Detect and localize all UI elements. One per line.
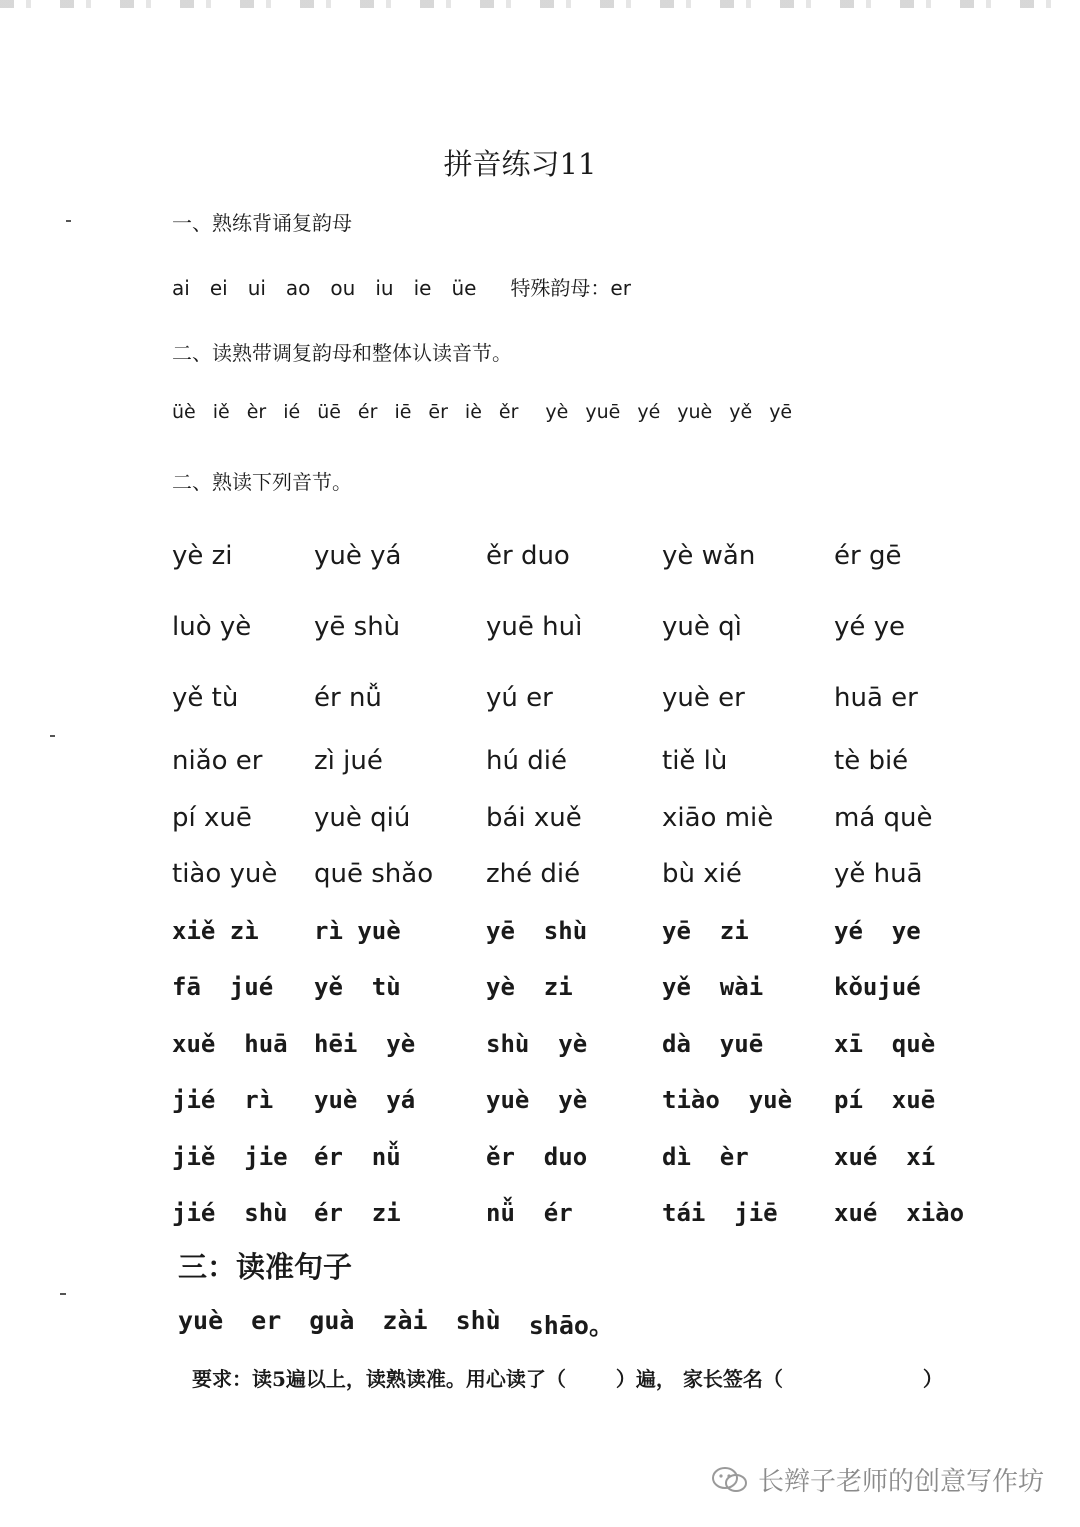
toned-item: yě <box>729 401 753 423</box>
syllable-cell: xué xí <box>834 1142 936 1171</box>
final-item: ie <box>413 276 432 300</box>
syllable-cell: tiào yuè <box>662 1086 793 1115</box>
syllable-cell: xī què <box>834 1029 936 1058</box>
syllable-cell: xué xiào <box>834 1199 965 1228</box>
syllable-cell: ér zi <box>314 1199 401 1228</box>
syllable-cell: jié rì <box>172 1086 274 1115</box>
final-item: iu <box>375 276 394 300</box>
syllable-cell: pí xuē <box>172 802 252 833</box>
syllable-cell: yē shù <box>486 916 588 945</box>
syllable-cell: yuè qiú <box>314 802 411 833</box>
syllable-cell: yé ye <box>834 611 906 642</box>
watermark <box>710 1461 1044 1498</box>
toned-item: üè <box>172 401 196 423</box>
syllable-cell: ér nǚ <box>314 682 382 713</box>
syllable-cell: pí xuē <box>834 1086 936 1115</box>
syllable-cell: yē zi <box>662 916 749 945</box>
syllable-row <box>172 1185 965 1242</box>
scan-speck <box>66 220 71 222</box>
syllable-cell: nǚ ér <box>486 1199 573 1228</box>
syllable-cell: ěr duo <box>486 1142 588 1171</box>
syllable-cell: yè zi <box>172 540 233 571</box>
syllable-grid <box>172 520 965 1242</box>
toned-item: iě <box>212 401 230 423</box>
syllable-cell: yě tù <box>172 682 239 713</box>
requirement-text: 要求：读5遍以上，读熟读准。用心读了（ <box>192 1367 566 1391</box>
toned-item: yuè <box>677 401 713 423</box>
syllable-row <box>172 591 952 662</box>
syllable-cell: niǎo er <box>172 746 263 777</box>
syllable-row <box>172 790 952 847</box>
syllable-cell: tiào yuè <box>172 859 278 890</box>
syllable-cell: shù yè <box>486 1029 588 1058</box>
syllable-cell: huā er <box>834 682 918 713</box>
section2b-heading: 二、熟读下列音节。 <box>172 470 352 494</box>
section3-heading: 三：读准句子 <box>178 1250 353 1284</box>
toned-item: yē <box>769 401 793 423</box>
section1-heading: 一、熟练背诵复韵母 <box>172 211 352 235</box>
toned-finals-row <box>172 401 809 423</box>
final-item: ui <box>247 276 266 300</box>
syllable-row <box>172 733 952 790</box>
syllable-row <box>172 520 952 591</box>
toned-item: ěr <box>498 401 519 423</box>
toned-item: èr <box>246 401 267 423</box>
wechat-icon <box>710 1465 750 1495</box>
syllable-row <box>172 1129 952 1186</box>
sentence-word: shāo。 <box>528 1311 614 1340</box>
syllable-cell: xiāo miè <box>662 802 774 833</box>
syllable-cell: quē shǎo <box>314 859 434 890</box>
syllable-cell: hēi yè <box>314 1029 416 1058</box>
syllable-cell: yuè yá <box>314 540 402 571</box>
syllable-cell: yè wǎn <box>662 540 756 571</box>
toned-item: iē <box>394 401 412 423</box>
syllable-cell: xiě zì <box>172 916 259 945</box>
requirement-text: ） <box>922 1367 943 1391</box>
special-final-label: 特殊韵母：er <box>510 276 631 300</box>
syllable-cell: hú dié <box>486 746 567 777</box>
syllable-cell: yuè qì <box>662 611 742 642</box>
scan-noise-top <box>0 0 1080 8</box>
toned-item: yè <box>545 401 569 423</box>
syllable-row <box>172 1072 952 1129</box>
final-item: ao <box>285 276 311 300</box>
final-item: ou <box>330 276 356 300</box>
syllable-row <box>172 903 952 960</box>
requirement-line <box>192 1363 943 1392</box>
syllable-cell: yé ye <box>834 916 921 945</box>
syllable-cell: xuě huā <box>172 1029 288 1058</box>
syllable-cell: yě wài <box>662 973 764 1002</box>
syllable-cell: ěr duo <box>486 540 570 571</box>
toned-item: yuē <box>585 401 621 423</box>
syllable-cell: yuè yè <box>486 1086 588 1115</box>
syllable-row <box>172 1016 952 1073</box>
requirement-text: ）遍， 家长签名（ <box>615 1367 783 1391</box>
syllable-cell: kǒujué <box>834 973 921 1002</box>
syllable-cell: yē shù <box>314 611 401 642</box>
syllable-cell: yuè er <box>662 682 745 713</box>
practice-sentence <box>178 1306 642 1342</box>
sentence-word: er <box>251 1306 282 1335</box>
toned-item: üē <box>317 401 341 423</box>
toned-item: ié <box>283 401 301 423</box>
scan-speck <box>50 735 55 737</box>
scan-speck <box>60 1293 66 1295</box>
section2-heading: 二、读熟带调复韵母和整体认读音节。 <box>172 341 512 365</box>
syllable-cell: dà yuē <box>662 1029 764 1058</box>
syllable-row <box>172 846 952 903</box>
page-title: 拼音练习11 <box>443 147 597 181</box>
final-item: üe <box>451 276 477 300</box>
syllable-row <box>172 959 952 1016</box>
sentence-word: zài <box>382 1306 428 1335</box>
syllable-cell: yú er <box>486 682 553 713</box>
toned-item: iè <box>464 401 482 423</box>
syllable-cell: luò yè <box>172 611 252 642</box>
final-item: ei <box>209 276 228 300</box>
syllable-cell: dì èr <box>662 1142 749 1171</box>
syllable-row <box>172 662 952 733</box>
syllable-cell: bù xié <box>662 859 742 890</box>
syllable-cell: tè bié <box>834 746 909 777</box>
sentence-word: guà <box>309 1306 355 1335</box>
sentence-word: shù <box>455 1306 501 1335</box>
syllable-cell: jiě jie <box>172 1142 288 1171</box>
syllable-cell: zhé dié <box>486 859 581 890</box>
syllable-cell: bái xuě <box>486 802 582 833</box>
syllable-cell: tái jiē <box>662 1199 778 1228</box>
syllable-cell: fā jué <box>172 973 274 1002</box>
syllable-cell: ér gē <box>834 540 902 571</box>
syllable-cell: jié shù <box>172 1199 288 1228</box>
toned-item: ér <box>357 401 378 423</box>
syllable-cell: zì jué <box>314 746 383 777</box>
syllable-cell: yuē huì <box>486 611 583 642</box>
syllable-cell: ér nǚ <box>314 1142 401 1171</box>
watermark-text: 长辫子老师的创意写作坊 <box>757 1467 1044 1497</box>
sentence-word: yuè <box>178 1306 224 1335</box>
finals-row <box>172 272 651 301</box>
syllable-cell: rì yuè <box>314 916 401 945</box>
syllable-cell: tiě lù <box>662 746 728 777</box>
syllable-cell: yè zi <box>486 973 573 1002</box>
syllable-cell: yě huā <box>834 859 923 890</box>
toned-item: yé <box>637 401 661 423</box>
toned-item: ēr <box>428 401 448 423</box>
final-item: ai <box>172 276 190 300</box>
syllable-cell: má què <box>834 802 933 833</box>
syllable-cell: yě tù <box>314 973 401 1002</box>
syllable-cell: yuè yá <box>314 1086 416 1115</box>
